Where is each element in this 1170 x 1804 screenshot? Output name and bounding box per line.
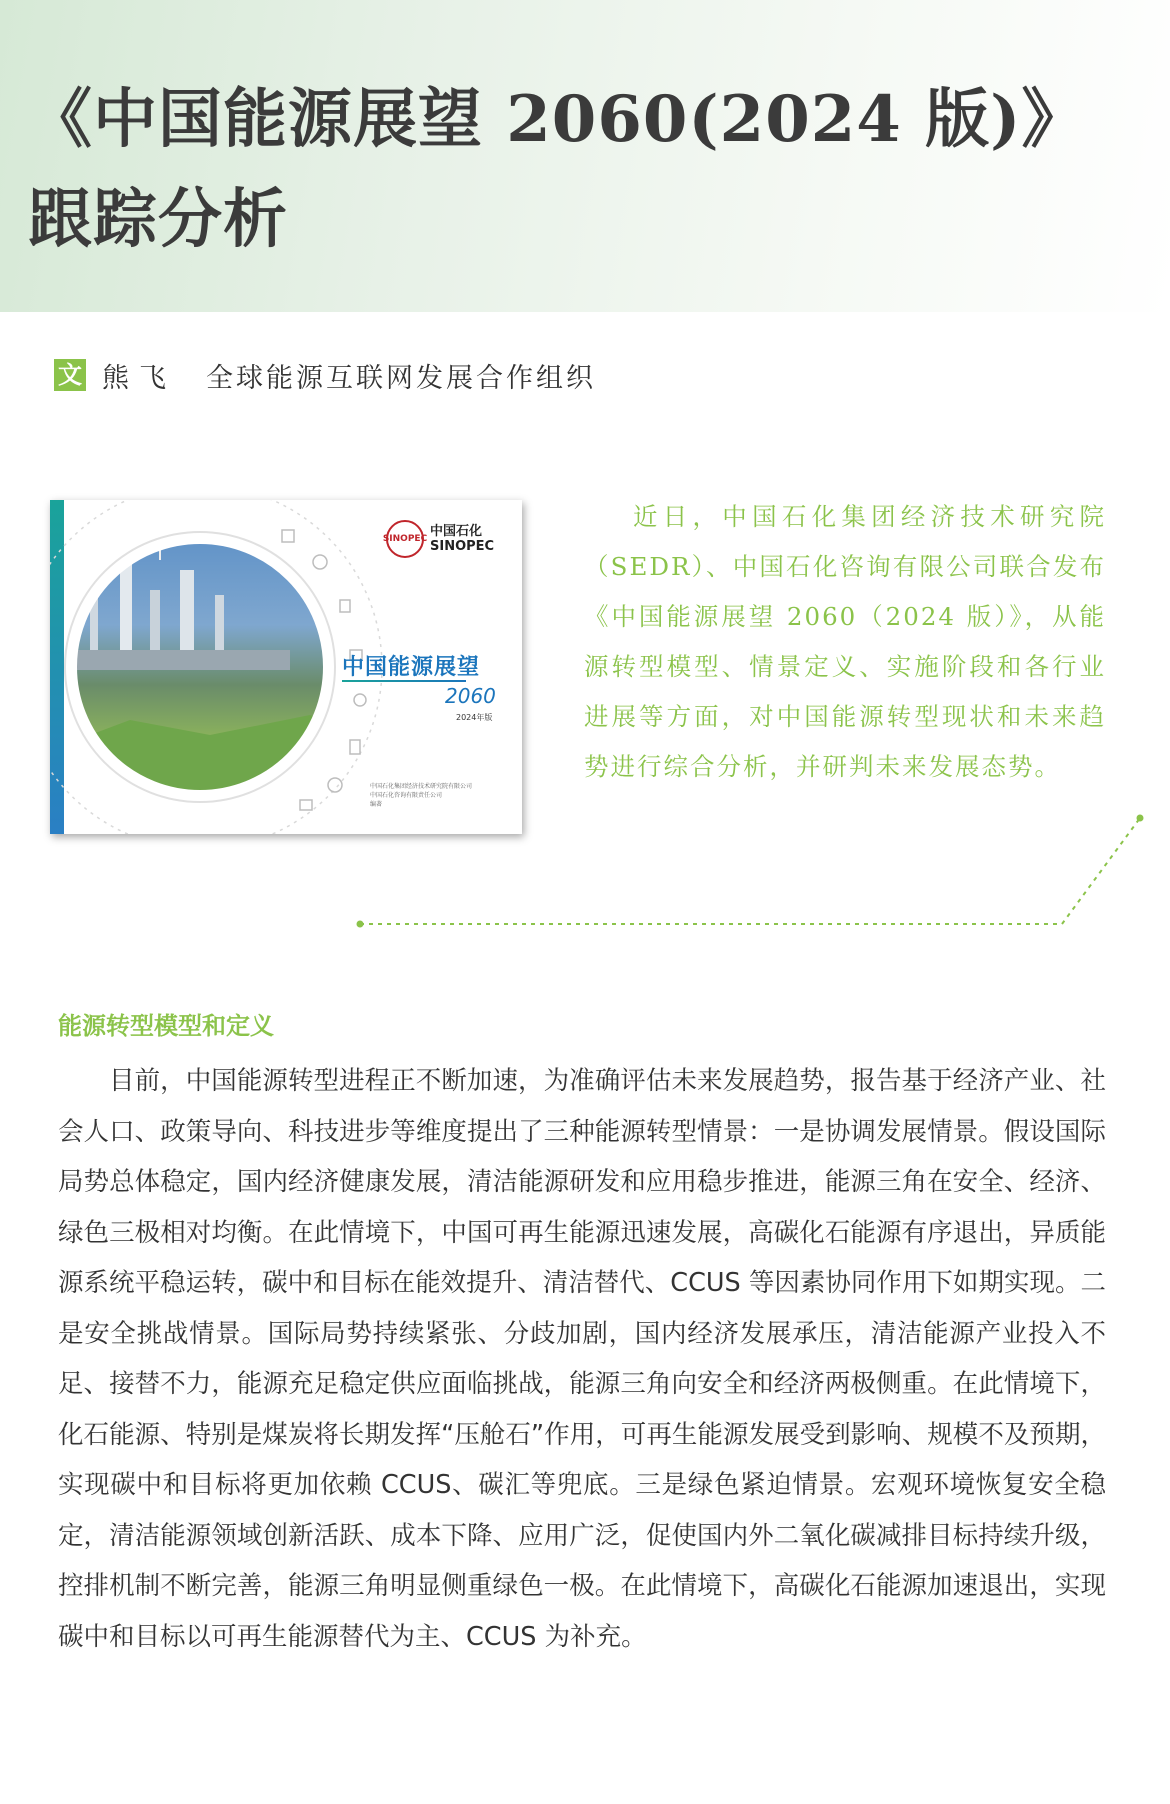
book-cover [50,500,522,834]
logo-en: SINOPEC [430,539,495,554]
factory-icon [282,530,294,542]
article-title [28,70,1148,270]
byline-tag: 文 [54,359,86,391]
publisher-line-2: 中国石化咨询有限责任公司 [370,792,443,799]
tank-icon [313,555,327,569]
building-icon [350,740,360,754]
intro-paragraph: 近日，中国石化集团经济技术研究院（SEDR）、中国石化咨询有限公司联合发布《中国能源展望 2060（2024 版）》，从能源转型模型、情景定义、实施阶段和各行业进展等方面，对中国能源转型现状和未来趋势进行综合分析，并研判未来发展态势。 [584,502,1106,781]
cover-publisher [370,782,472,809]
byline-author: 熊飞 [102,362,176,394]
intro-dotted-frame [350,812,1150,932]
ship-icon [300,800,312,810]
cover-title-underline [342,680,466,682]
publisher-line-1: 中国石化集团经济技术研究院有限公司 [370,783,473,790]
cover-book-edition: 2024年版 [456,713,493,722]
title-line-2: 跟踪分析 [28,182,288,257]
sinopec-logo-icon: SINOPEC [386,520,424,558]
body-paragraph: 目前，中国能源转型进程正不断加速，为准确评估未来发展趋势，报告基于经济产业、社会人口、政策导向、科技进步等维度提出了三种能源转型情景：一是协调发展情景。假设国际局势总体稳定，国内经济健康发展，清洁能源研发和应用稳步推进，能源三角在安全、经济、绿色三极相对均衡。在此情境下，中国可再生能源迅速发展，高碳化石能源有序退出，异质能源系统平稳运转，碳中和目标在能效提升、清洁替代、CCUS 等因素协同作用下如期实现。二是安全挑战情景。国际局势持续紧张、分歧加剧，国内经济发展承压，清洁能源产业投入不足、接替不力，能源充足稳定供应面临挑战，能源三角向安全和经济两极侧重。在此情境下，化石能源、特别是煤炭将长期发挥“压舱石”作用，可再生能源发展受到影响、规模不及预期，实现碳中和目标将更加依赖 CCUS、碳汇等兜底。三是绿色紧迫情景。宏观环境恢复安全稳定，清洁能源领域创新活跃、成本下降、应用广泛，促使国内外二氧化碳减排目标持续升级，控排机制不断完善，能源三角明显侧重绿色一极。在此情境下，高碳化石能源加速退出，实现碳中和目标以可再生能源替代为主、CCUS 为补充。 [58,1066,1106,1652]
refinery-tower [180,570,194,660]
byline-organization: 全球能源互联网发展合作组织 [206,362,596,394]
logo-cn: 中国石化 [430,524,483,539]
refinery-tower [150,590,160,660]
refinery-base [70,650,290,670]
sinopec-logo [382,520,495,558]
fuel-icon [340,600,350,612]
cover-book-title: 中国能源展望 [342,655,481,680]
dotted-line-start-dot [357,921,364,928]
publisher-role: 编著 [370,801,383,808]
cover-book-year: 2060 [445,684,496,708]
dotted-line-end-dot [1137,815,1144,822]
byline [54,358,596,392]
gear-icon [354,694,366,706]
refinery-tower [120,560,132,660]
section-heading: 能源转型模型和定义 [58,1012,274,1040]
wind-icon [328,778,342,792]
dotted-line [360,818,1140,924]
title-line-1: 《中国能源展望 2060(2024 版)》 [28,82,1087,157]
